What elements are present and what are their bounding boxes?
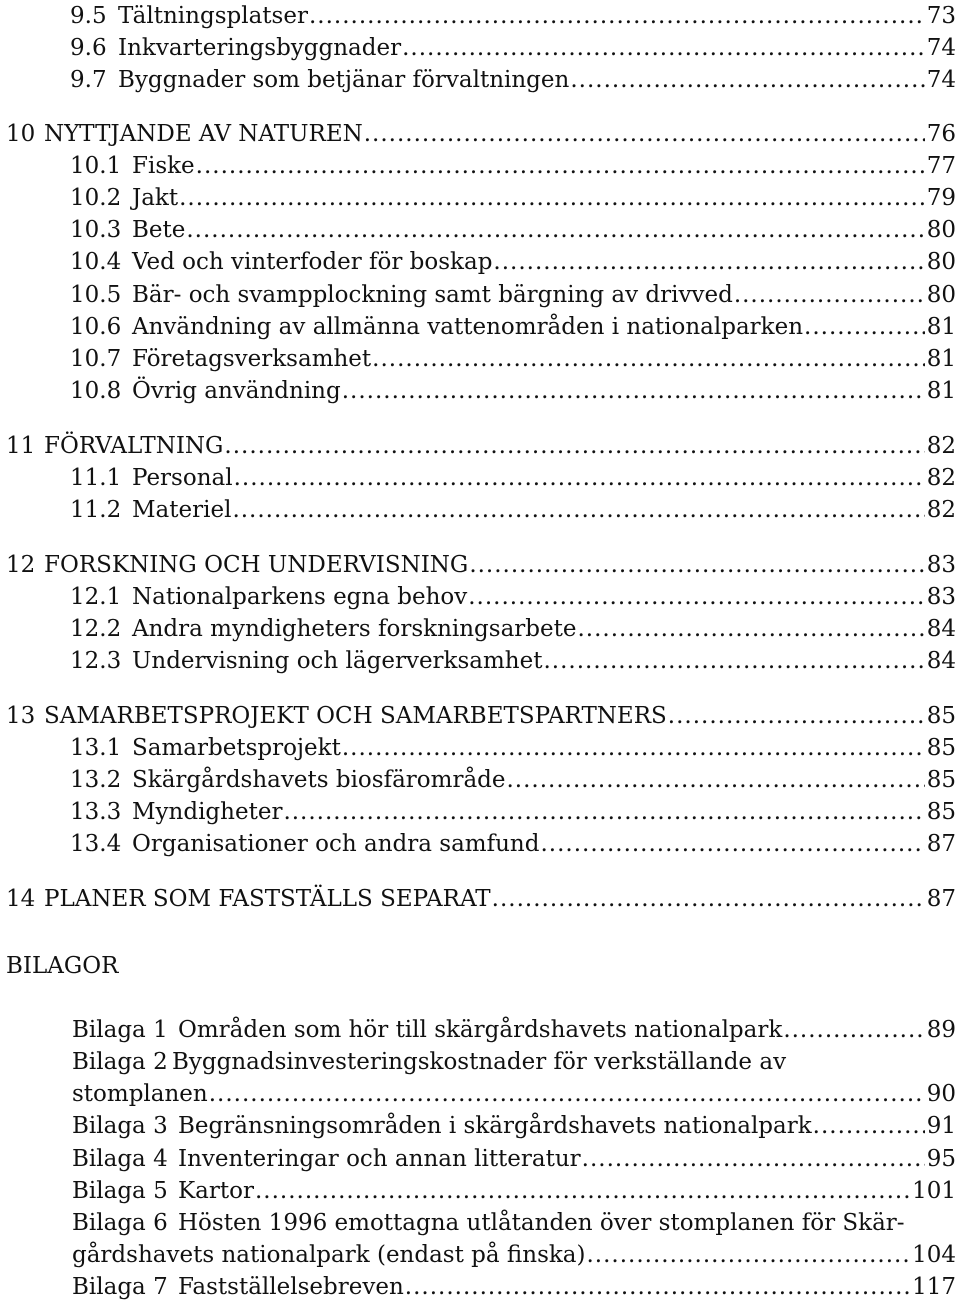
dot-leader — [468, 581, 924, 613]
toc-section-entry — [70, 494, 956, 526]
dot-leader — [492, 883, 925, 915]
appendix-title: Inventeringar och annan litteratur — [178, 1146, 581, 1172]
appendix-heading: BILAGOR — [6, 953, 119, 979]
dot-leader — [804, 311, 925, 343]
toc-chapter-entry — [6, 883, 956, 915]
appendix-page-number: 101 — [912, 1178, 956, 1204]
entry-page-number: 85 — [926, 703, 956, 729]
appendix-entry — [72, 1175, 956, 1207]
appendix-title-continued: gårdshavets nationalpark (endast på finska) — [72, 1242, 586, 1268]
dot-leader — [734, 279, 925, 311]
dot-leader — [209, 1078, 925, 1110]
appendix-entry — [72, 1207, 905, 1239]
entry-number: 10.2 — [70, 185, 122, 211]
entry-number: 10.1 — [70, 153, 122, 179]
entry-number: 10.5 — [70, 282, 122, 308]
toc-section-entry — [70, 581, 956, 613]
entry-title: Bär- och svampplockning samt bärgning av drivved — [132, 282, 733, 308]
appendix-number: Bilaga 5 — [72, 1178, 168, 1204]
toc-section-entry — [70, 828, 956, 860]
dot-leader — [587, 1239, 911, 1271]
dot-leader — [507, 764, 925, 796]
entry-number: 11.1 — [70, 465, 122, 491]
entry-page-number: 81 — [926, 346, 956, 372]
appendix-page-number: 95 — [926, 1146, 956, 1172]
entry-title: Organisationer och andra samfund — [132, 831, 540, 857]
entry-title: Andra myndigheters forskningsarbete — [132, 616, 577, 642]
dot-leader — [668, 700, 925, 732]
entry-number: 10.6 — [70, 314, 122, 340]
dot-leader — [342, 732, 925, 764]
entry-page-number: 85 — [926, 799, 956, 825]
appendix-number: Bilaga 3 — [72, 1113, 168, 1139]
toc-section-entry — [70, 462, 956, 494]
toc-section-entry — [70, 375, 956, 407]
dot-leader — [582, 1143, 925, 1175]
entry-number: 11 — [6, 433, 36, 459]
dot-leader — [813, 1110, 925, 1142]
entry-page-number: 81 — [926, 378, 956, 404]
entry-title: Byggnader som betjänar förvaltningen — [118, 67, 570, 93]
toc-section-entry — [70, 246, 956, 278]
entry-title: Företagsverksamhet — [132, 346, 372, 372]
toc-section-entry — [70, 32, 956, 64]
entry-number: 11.2 — [70, 497, 122, 523]
appendix-entry-continuation — [72, 1078, 956, 1110]
entry-number: 13 — [6, 703, 36, 729]
entry-title: Undervisning och lägerverksamhet — [132, 648, 543, 674]
entry-page-number: 77 — [926, 153, 956, 179]
dot-leader — [224, 430, 924, 462]
entry-number: 10.3 — [70, 217, 122, 243]
entry-title: Samarbetsprojekt — [132, 735, 341, 761]
entry-number: 12 — [6, 552, 36, 578]
entry-page-number: 82 — [926, 497, 956, 523]
entry-page-number: 87 — [926, 831, 956, 857]
entry-page-number: 83 — [926, 552, 956, 578]
toc-section-entry — [70, 0, 956, 32]
entry-number: 13.4 — [70, 831, 122, 857]
entry-page-number: 80 — [926, 217, 956, 243]
appendix-entry — [72, 1046, 786, 1078]
appendix-number: Bilaga 7 — [72, 1274, 168, 1300]
toc-section-entry — [70, 64, 956, 96]
entry-number: 9.7 — [70, 67, 107, 93]
toc-section-entry — [70, 343, 956, 375]
entry-number: 10 — [6, 121, 36, 147]
appendix-title: Begränsningsområden i skärgårdshavets nationalpark — [178, 1113, 812, 1139]
entry-number: 10.4 — [70, 249, 122, 275]
entry-page-number: 81 — [926, 314, 956, 340]
entry-title: Personal — [132, 465, 233, 491]
appendix-entry-continuation — [72, 1239, 956, 1271]
entry-page-number: 79 — [926, 185, 956, 211]
entry-number: 13.3 — [70, 799, 122, 825]
toc-section-entry — [70, 796, 956, 828]
dot-leader — [234, 462, 925, 494]
entry-title: Jakt — [132, 185, 179, 211]
appendix-title: Byggnadsinvesteringskostnader för verkställande av — [172, 1049, 787, 1075]
appendix-title: Kartor — [178, 1178, 254, 1204]
entry-title: Skärgårdshavets biosfärområde — [132, 767, 506, 793]
entry-number: 12.3 — [70, 648, 122, 674]
toc-section-entry — [70, 214, 956, 246]
entry-page-number: 85 — [926, 767, 956, 793]
dot-leader — [493, 246, 924, 278]
dot-leader — [364, 118, 925, 150]
entry-number: 14 — [6, 886, 36, 912]
entry-number: 10.7 — [70, 346, 122, 372]
entry-title: FÖRVALTNING — [44, 433, 224, 459]
entry-title: Inkvarteringsbyggnader — [118, 35, 402, 61]
entry-number: 12.2 — [70, 616, 122, 642]
appendix-entry — [72, 1014, 956, 1046]
toc-section-entry — [70, 732, 956, 764]
appendix-number: Bilaga 1 — [72, 1017, 168, 1043]
toc-section-entry — [70, 182, 956, 214]
appendix-number: Bilaga 6 — [72, 1210, 168, 1236]
entry-number: 10.8 — [70, 378, 122, 404]
appendix-number: Bilaga 4 — [72, 1146, 168, 1172]
appendix-page-number: 90 — [926, 1081, 956, 1107]
entry-page-number: 84 — [926, 616, 956, 642]
appendix-entry — [72, 1271, 956, 1303]
dot-leader — [783, 1014, 924, 1046]
appendix-title-continued: stomplanen — [72, 1081, 208, 1107]
appendix-entry — [72, 1110, 956, 1142]
entry-page-number: 83 — [926, 584, 956, 610]
entry-title: Ved och vinterfoder för boskap — [132, 249, 493, 275]
toc-section-entry — [70, 764, 956, 796]
dot-leader — [232, 494, 924, 526]
dot-leader — [543, 645, 924, 677]
entry-number: 12.1 — [70, 584, 122, 610]
dot-leader — [402, 32, 925, 64]
entry-page-number: 73 — [926, 3, 956, 29]
dot-leader — [283, 796, 924, 828]
appendix-page-number: 117 — [912, 1274, 956, 1300]
entry-page-number: 82 — [926, 465, 956, 491]
entry-page-number: 76 — [926, 121, 956, 147]
toc-chapter-entry — [6, 549, 956, 581]
entry-page-number: 74 — [926, 35, 956, 61]
appendix-number: Bilaga 2 — [72, 1049, 168, 1075]
entry-page-number: 80 — [926, 282, 956, 308]
toc-section-entry — [70, 279, 956, 311]
toc-section-entry — [70, 645, 956, 677]
entry-number: 13.1 — [70, 735, 122, 761]
entry-page-number: 80 — [926, 249, 956, 275]
toc-section-entry — [70, 150, 956, 182]
entry-page-number: 85 — [926, 735, 956, 761]
entry-number: 9.5 — [70, 3, 107, 29]
toc-chapter-entry — [6, 700, 956, 732]
entry-page-number: 87 — [926, 886, 956, 912]
appendix-title: Områden som hör till skärgårdshavets nationalpark — [178, 1017, 783, 1043]
toc-section-entry — [70, 311, 956, 343]
entry-page-number: 82 — [926, 433, 956, 459]
dot-leader — [255, 1175, 910, 1207]
appendix-page-number: 89 — [926, 1017, 956, 1043]
appendix-title: Fastställelsebreven — [178, 1274, 404, 1300]
dot-leader — [372, 343, 925, 375]
entry-title: Övrig användning — [132, 378, 341, 404]
dot-leader — [342, 375, 925, 407]
entry-title: Materiel — [132, 497, 232, 523]
entry-title: Tältningsplatser — [118, 3, 308, 29]
dot-leader — [577, 613, 924, 645]
entry-title: Användning av allmänna vattenområden i nationalparken — [132, 314, 804, 340]
entry-title: Myndigheter — [132, 799, 283, 825]
entry-title: NYTTJANDE AV NATUREN — [44, 121, 363, 147]
dot-leader — [540, 828, 924, 860]
entry-title: SAMARBETSPROJEKT OCH SAMARBETSPARTNERS — [44, 703, 667, 729]
entry-title: FORSKNING OCH UNDERVISNING — [44, 552, 469, 578]
dot-leader — [179, 182, 925, 214]
toc-chapter-entry — [6, 430, 956, 462]
toc-section-entry — [70, 613, 956, 645]
dot-leader — [469, 549, 924, 581]
appendix-page-number: 104 — [912, 1242, 956, 1268]
entry-title: Nationalparkens egna behov — [132, 584, 468, 610]
dot-leader — [570, 64, 924, 96]
appendix-title: Hösten 1996 emottagna utlåtanden över stomplanen för Skär- — [178, 1210, 905, 1236]
dot-leader — [405, 1271, 910, 1303]
toc-chapter-entry — [6, 118, 956, 150]
entry-number: 13.2 — [70, 767, 122, 793]
appendix-page-number: 91 — [926, 1113, 956, 1139]
dot-leader — [186, 214, 924, 246]
entry-page-number: 74 — [926, 67, 956, 93]
entry-title: PLANER SOM FASTSTÄLLS SEPARAT — [44, 886, 491, 912]
dot-leader — [309, 0, 925, 32]
entry-page-number: 84 — [926, 648, 956, 674]
dot-leader — [196, 150, 925, 182]
entry-title: Fiske — [132, 153, 195, 179]
entry-number: 9.6 — [70, 35, 107, 61]
entry-title: Bete — [132, 217, 186, 243]
appendix-entry — [72, 1143, 956, 1175]
